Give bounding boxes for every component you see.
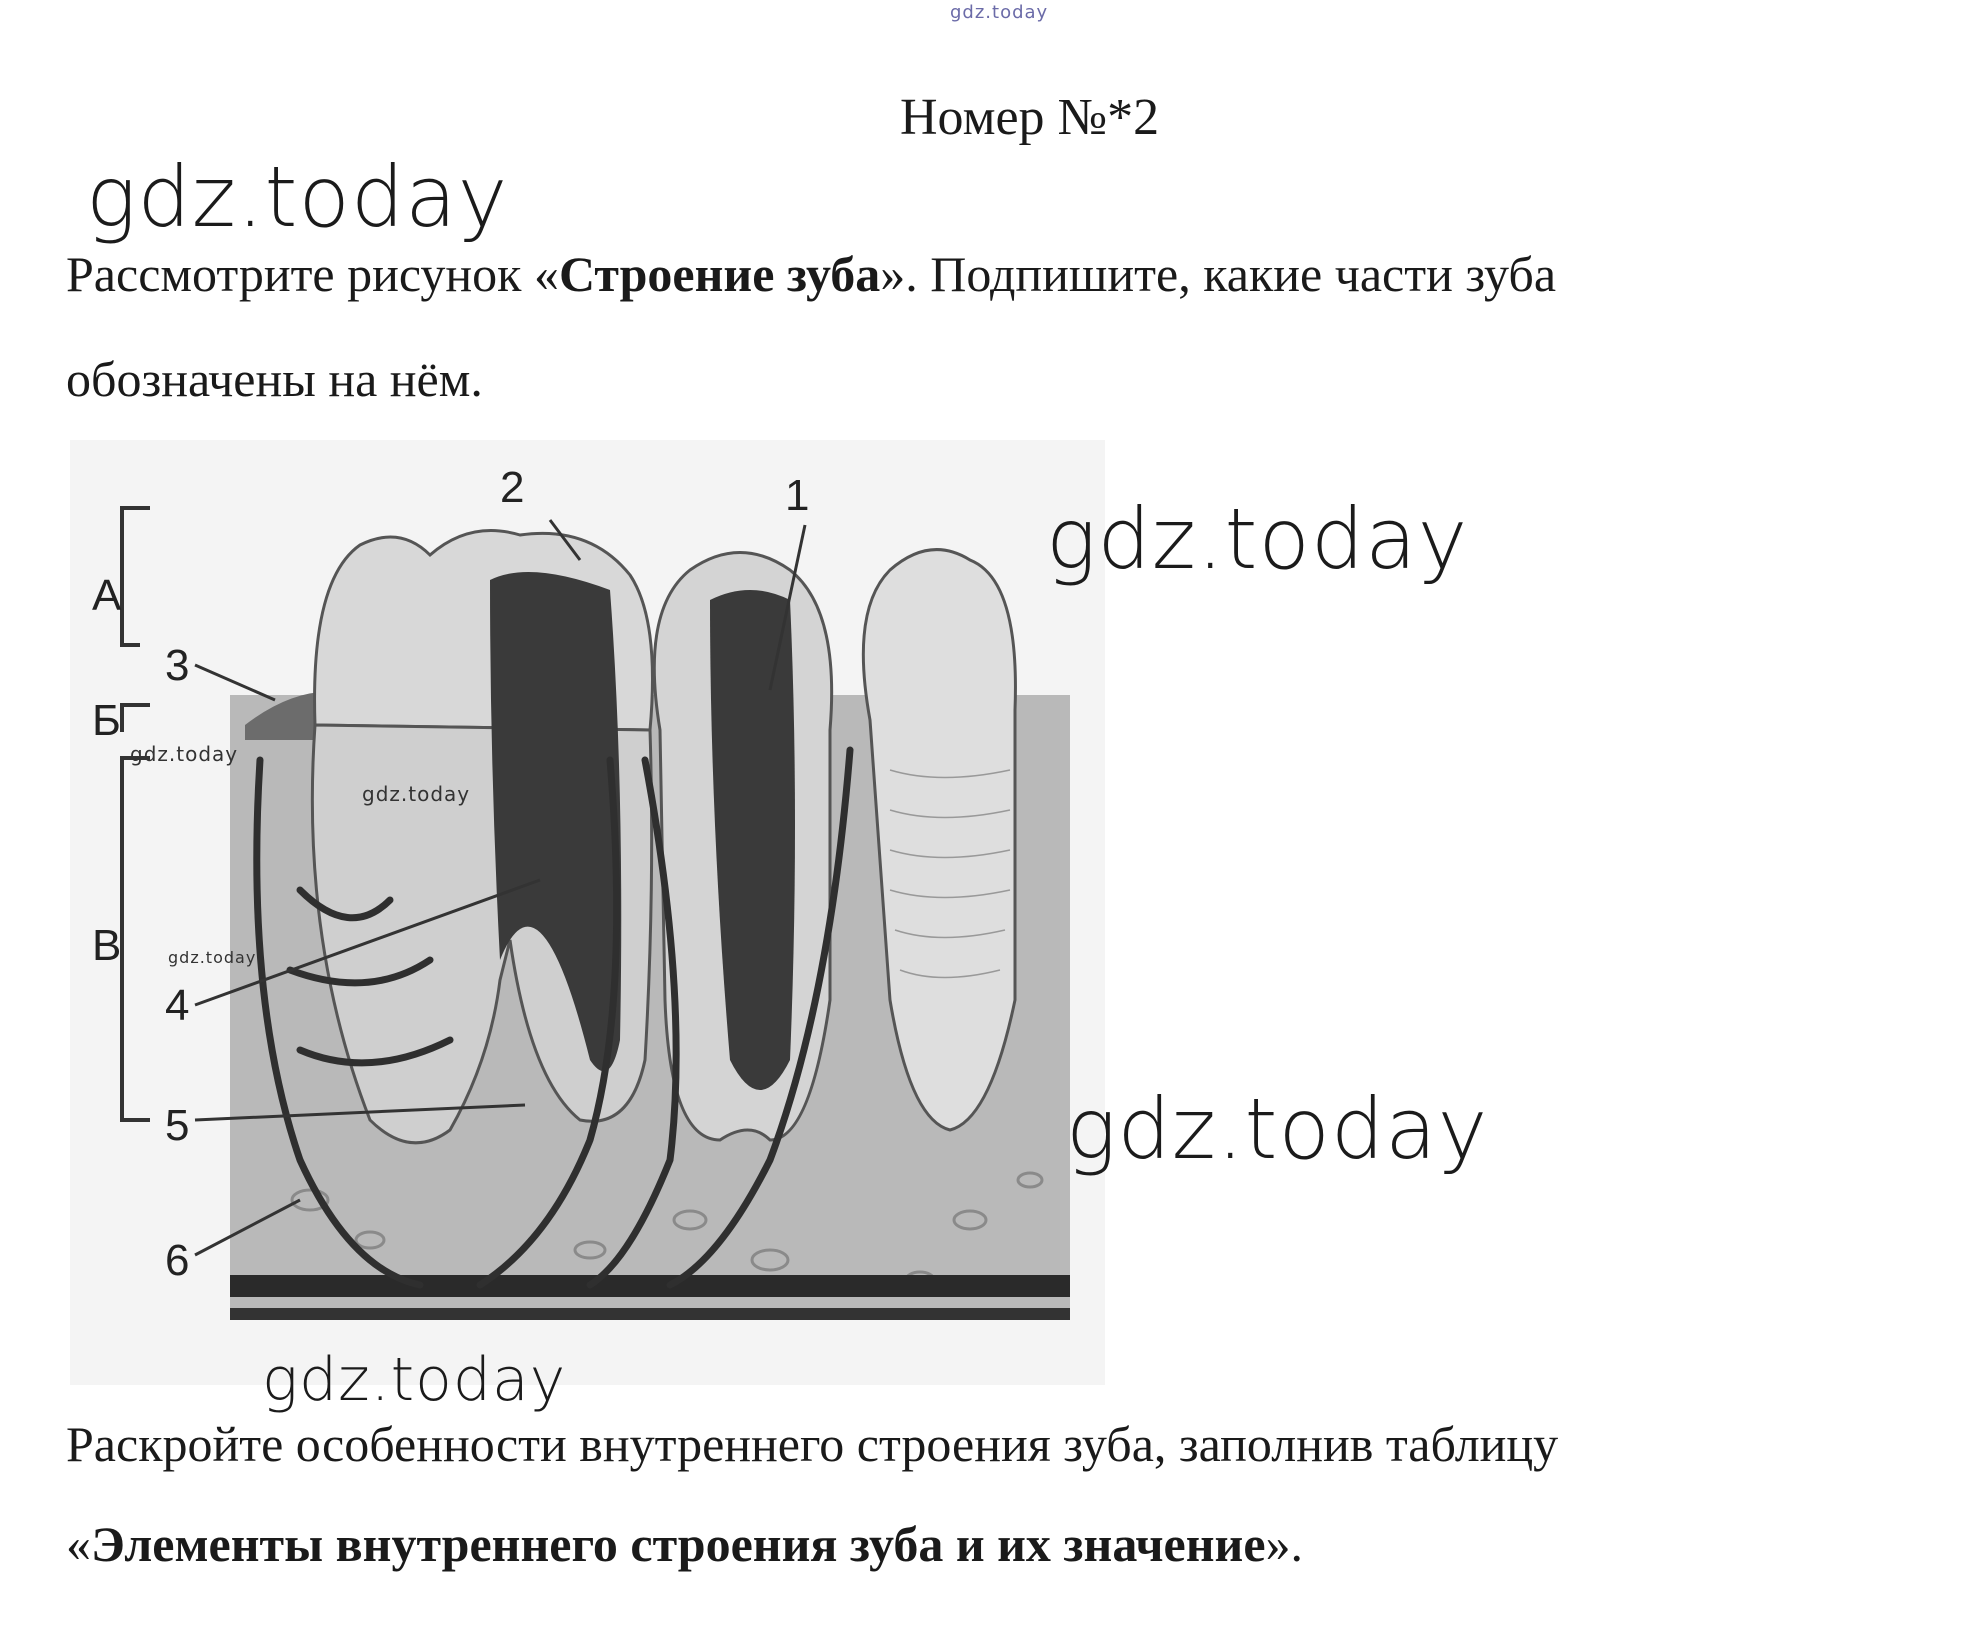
task1-prefix: Рассмотрите рисунок « [66,246,559,302]
label-B: Б [92,696,121,745]
task1-line1 [66,245,1556,303]
label-5: 5 [165,1101,190,1150]
task2-line2 [66,1515,1303,1573]
label-A: А [92,571,122,620]
tooth-structure-figure [70,440,1105,1385]
task2-open-quote: « [66,1516,91,1572]
page-title: Номер №*2 [900,89,1160,146]
watermark-small-1: gdz.today [130,742,239,766]
label-2: 2 [500,463,525,512]
task1-line2: обозначены на нём. [66,351,483,407]
label-6: 6 [165,1236,190,1285]
task2-line1: Раскройте особенности внутреннего строения зуба, заполнив таблицу [66,1416,1559,1472]
table-title-bold: Элементы внутреннего строения зуба и их значение [91,1516,1266,1572]
label-3: 3 [165,641,190,690]
watermark-small-3: gdz.today [168,948,257,967]
tooth-diagram [70,440,1105,1385]
watermark-large-3: gdz.today [1066,1080,1489,1178]
task2-close-quote: ». [1265,1516,1304,1572]
figure-title-bold: Строение зуба [558,246,881,302]
task1-suffix: ». Подпишите, какие части зуба [880,246,1557,302]
watermark-large-1: gdz.today [86,148,509,246]
label-1: 1 [785,471,810,520]
label-V: В [92,921,122,970]
watermark-small-2: gdz.today [362,782,471,806]
watermark-large-4: gdz.today [262,1345,567,1415]
watermark-top: gdz.today [950,2,1049,23]
watermark-large-2: gdz.today [1046,490,1469,588]
label-4: 4 [165,981,190,1030]
